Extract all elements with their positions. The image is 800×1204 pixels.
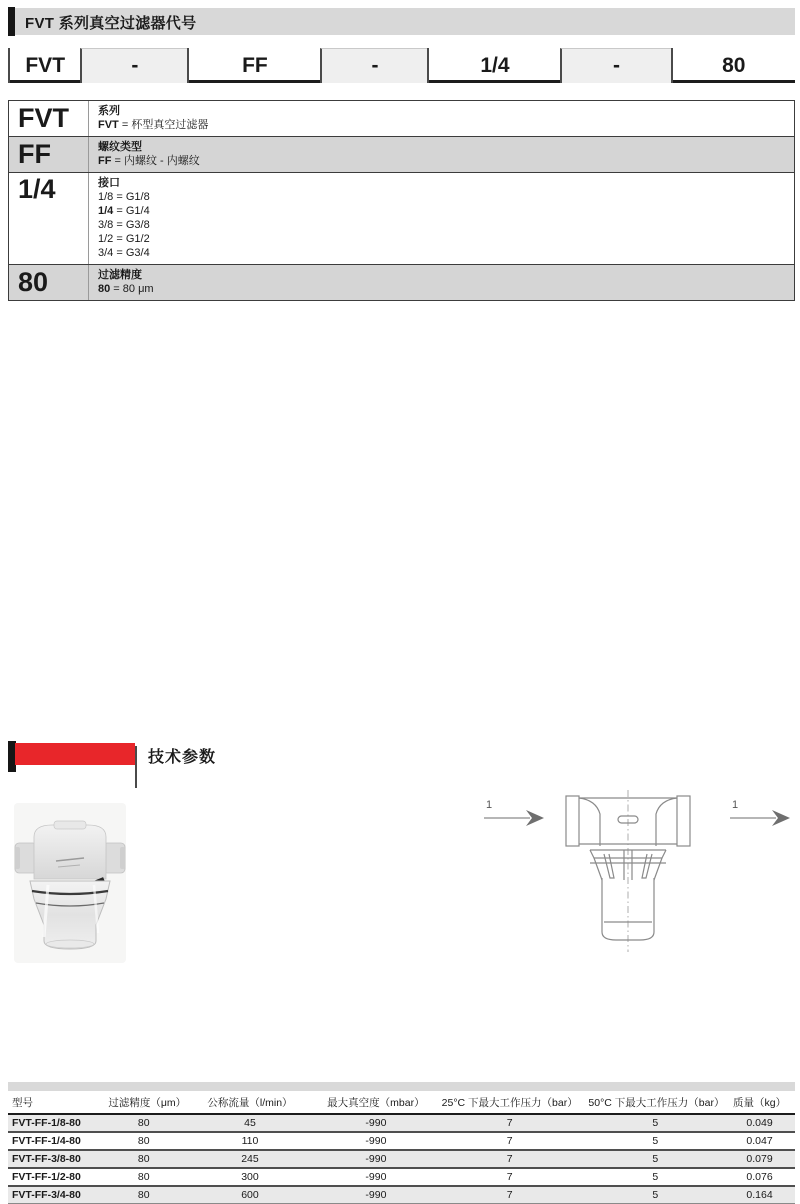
flow-arrow-right-icon [730,799,790,826]
value-cell: 7 [433,1168,586,1186]
table-row [8,1132,795,1150]
col-header-weight: 质量（kg） [724,1091,795,1114]
model-cell: FVT-FF-1/8-80 [8,1114,106,1132]
col-header-flow: 公称流量（l/min） [181,1091,319,1114]
value-cell: 80 [106,1168,181,1186]
product-photo [14,803,126,963]
code-separator: - [80,48,187,83]
legend-title: 接口 [98,177,120,189]
legend-option: 3/8 = G3/8 [98,219,150,231]
code-segment: FF [187,48,320,83]
legend-option: 3/4 = G3/4 [98,247,150,259]
legend-code: FF [9,137,89,172]
col-header-pressure-25: 25°C 下最大工作压力（bar） [433,1091,586,1114]
value-cell: -990 [319,1150,433,1168]
model-cell: FVT-FF-1/4-80 [8,1132,106,1150]
legend-option: 1/8 = G1/8 [98,191,150,203]
col-header-model: 型号 [8,1091,106,1114]
col-header-filtration: 过滤精度（μm） [106,1091,181,1114]
banner-red-flag [15,743,135,765]
legend-title: 螺纹类型 [98,141,142,153]
tech-params-banner [8,741,308,791]
value-cell: 7 [433,1114,586,1132]
code-segment: 1/4 [427,48,560,83]
legend-option: 1/4 = G1/4 [98,205,150,217]
legend-title: 过滤精度 [98,269,142,281]
spec-header-row [8,1091,795,1114]
col-header-vacuum: 最大真空度（mbar） [319,1091,433,1114]
legend-option: 1/2 = G1/2 [98,233,150,245]
section-title: 技术参数 [148,749,217,766]
value-cell: 0.079 [724,1150,795,1168]
flow-label-left: 1 [486,799,493,811]
code-separator: - [320,48,427,83]
model-cell: FVT-FF-1/2-80 [8,1168,106,1186]
value-cell: 80 [106,1186,181,1204]
value-cell: 0.049 [724,1114,795,1132]
value-cell: 110 [181,1132,319,1150]
banner-shadow-line [135,746,137,788]
ordering-code-row [8,45,795,83]
title-accent-bar [8,7,15,36]
table-row [8,1150,795,1168]
legend-code: 80 [9,265,89,300]
table-row [8,1114,795,1132]
code-legend-table [8,100,795,301]
value-cell: 7 [433,1132,586,1150]
legend-code: FVT [9,101,89,136]
value-cell: 80 [106,1150,181,1168]
legend-option: 80 = 80 μm [98,283,154,295]
value-cell: -990 [319,1186,433,1204]
value-cell: 0.164 [724,1186,795,1204]
legend-title: 系列 [98,105,120,117]
legend-code: 1/4 [9,173,89,264]
value-cell: 245 [181,1150,319,1168]
legend-row-filtration-grade [9,265,794,301]
page-title-bar [8,8,795,35]
legend-option: FF = 内螺纹 - 内螺纹 [98,155,200,167]
value-cell: 7 [433,1186,586,1204]
value-cell: -990 [319,1168,433,1186]
spec-table-top-band [8,1082,795,1091]
spec-table [8,1091,795,1204]
value-cell: 80 [106,1132,181,1150]
flow-arrow-left-icon [484,799,544,826]
page-title: FVT 系列真空过滤器代号 [25,15,197,32]
value-cell: 7 [433,1150,586,1168]
col-header-pressure-50: 50°C 下最大工作压力（bar） [586,1091,724,1114]
flow-label-right: 1 [732,799,739,811]
value-cell: 80 [106,1114,181,1132]
value-cell: 5 [586,1114,724,1132]
value-cell: 5 [586,1168,724,1186]
legend-row-thread-type [9,137,794,173]
legend-option: FVT = 杯型真空过滤器 [98,119,209,131]
value-cell: 0.047 [724,1132,795,1150]
value-cell: 0.076 [724,1168,795,1186]
value-cell: 45 [181,1114,319,1132]
value-cell: -990 [319,1132,433,1150]
value-cell: -990 [319,1114,433,1132]
technical-drawing [478,788,800,958]
model-cell: FVT-FF-3/4-80 [8,1186,106,1204]
code-segment: FVT [8,48,80,83]
legend-row-port-size [9,173,794,265]
model-cell: FVT-FF-3/8-80 [8,1150,106,1168]
code-separator: - [560,48,670,83]
value-cell: 600 [181,1186,319,1204]
table-row [8,1168,795,1186]
code-segment: 80 [671,48,795,83]
value-cell: 300 [181,1168,319,1186]
spec-table-section [8,1082,795,1204]
legend-row-series [9,101,794,137]
value-cell: 5 [586,1150,724,1168]
value-cell: 5 [586,1132,724,1150]
value-cell: 5 [586,1186,724,1204]
table-row [8,1186,795,1204]
